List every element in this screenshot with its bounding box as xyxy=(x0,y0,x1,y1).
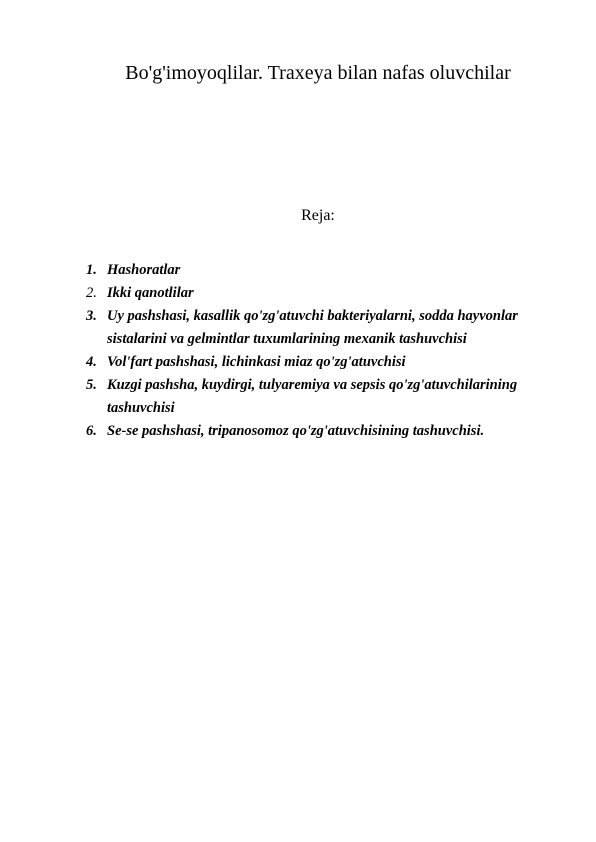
plan-item-2 xyxy=(0,282,596,305)
document-title: Bo'g'imoyoqlilar. Traxeya bilan nafas oluvchilar xyxy=(125,62,511,84)
plan-item-text: Ikki qanotlilar xyxy=(107,285,194,301)
plan-item-1 xyxy=(0,259,596,282)
plan-item-text: Se-se pashshasi, tripanosomoz qo'zg'atuvchisining tashuvchisi. xyxy=(107,423,485,439)
plan-item-4 xyxy=(0,351,596,374)
plan-item-text: Vol'fart pashshasi, lichinkasi miaz qo'zg'atuvchisi xyxy=(107,354,406,370)
plan-item-number: 1. xyxy=(86,262,97,278)
plan-item-number: 6. xyxy=(86,423,97,439)
plan-item-6 xyxy=(0,420,596,443)
plan-item-number: 4. xyxy=(86,354,97,370)
plan-item-5 xyxy=(0,374,596,420)
plan-list xyxy=(0,259,596,443)
plan-heading: Reja: xyxy=(301,207,335,224)
plan-item-text: Hashoratlar xyxy=(107,262,181,278)
plan-item-number: 3. xyxy=(86,308,97,324)
plan-item-3 xyxy=(0,305,596,351)
plan-item-number: 5. xyxy=(86,377,97,393)
plan-item-text: Uy pashshasi, kasallik qo'zg'atuvchi bakteriyalarni, sodda hayvonlar sistalarini va gelmintlar tuxumlarining mexanik tashuvchisi xyxy=(107,308,518,347)
plan-item-number: 2. xyxy=(86,285,97,301)
plan-item-text: Kuzgi pashsha, kuydirgi, tulyaremiya va sepsis qo'zg'atuvchilarining tashuvchisi xyxy=(107,377,518,416)
